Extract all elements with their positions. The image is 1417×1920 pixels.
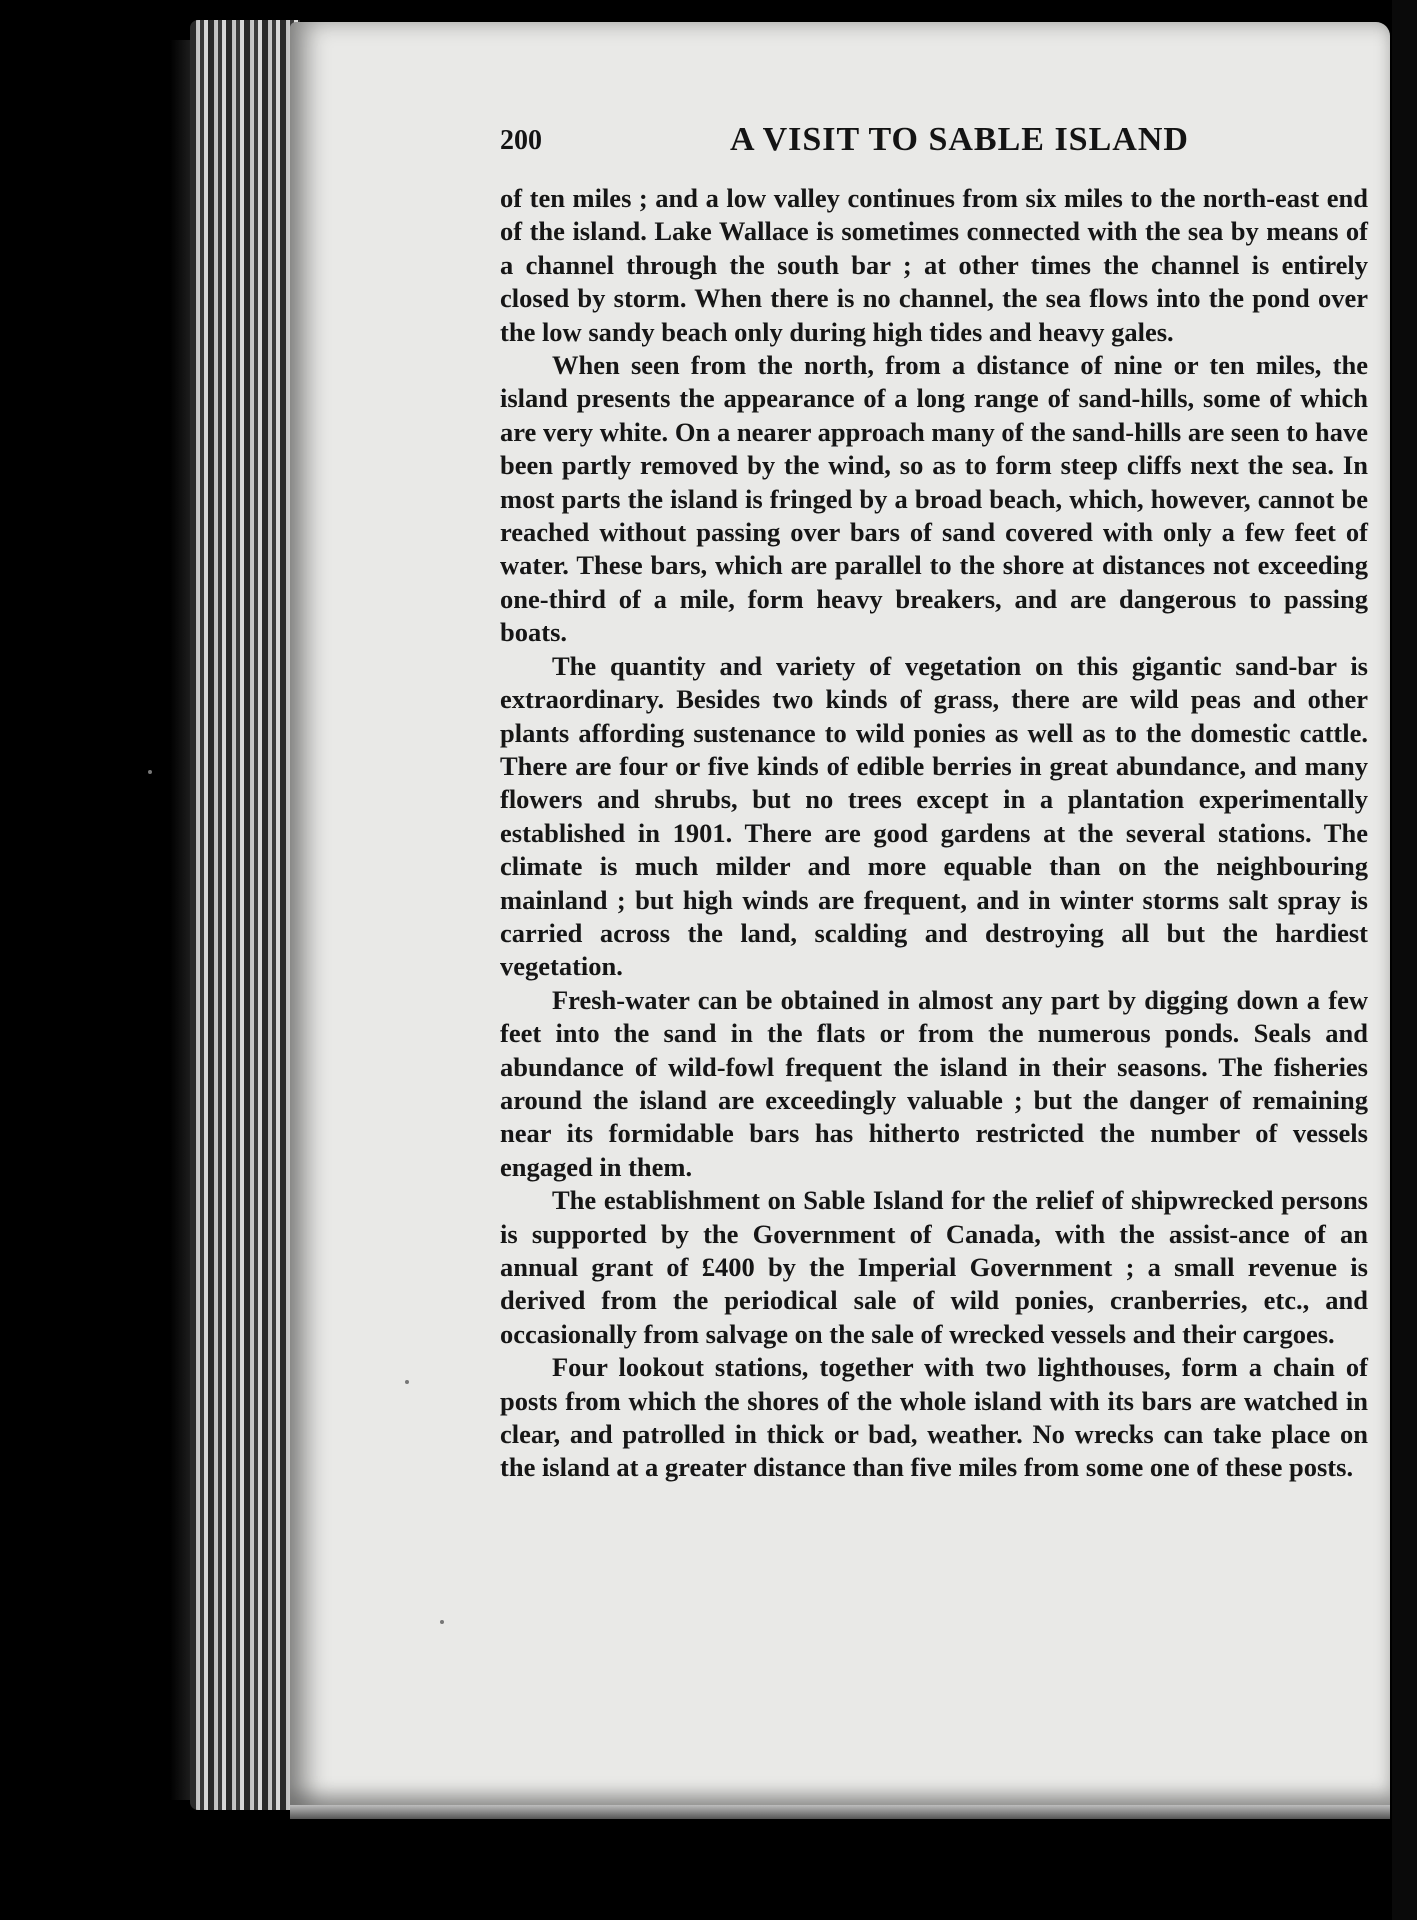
page-number: 200 <box>500 125 542 156</box>
scan-speck <box>405 1380 409 1384</box>
body-text <box>500 182 1368 1485</box>
paragraph: Four lookout stations, together with two lighthouses, form a chain of posts from which the shores of the whole island with its bars are watched in clear, and patrolled in thick or bad, weather. No wrecks can take place on the island at a greater distance than five miles from some one of these posts. <box>500 1352 1368 1483</box>
paragraph: The establishment on Sable Island for the relief of shipwrecked persons is supported by the Government of Canada, with the assist-ance of an annual grant of £400 by the Imperial Government ; a small revenue is derived from the periodical sale of wild ponies, cranberries, etc., and occasionally from salvage on the sale of wrecked vessels and their cargoes. <box>500 1185 1368 1349</box>
right-margin-dark <box>1392 0 1417 1920</box>
scan-speck <box>148 770 152 774</box>
paragraph: of ten miles ; and a low valley continues from six miles to the north-east end of the island. Lake Wallace is sometimes connected with the sea by means of a channel through the south bar ; at other times the channel is entirely closed by storm. When there is no channel, the sea flows into the pond over the low sandy beach only during high tides and heavy gales. <box>500 183 1368 347</box>
page-bottom-edge <box>290 1805 1390 1819</box>
scan-speck <box>440 1620 444 1624</box>
paragraph: Fresh-water can be obtained in almost any part by digging down a few feet into the sand in the flats or from the numerous ponds. Seals and abundance of wild-fowl frequent the island in their seasons. The fisheries around the island are exceedingly valuable ; but the danger of remaining near its formidable bars has hitherto restricted the number of vessels engaged in them. <box>500 984 1368 1182</box>
page-header <box>500 121 1189 165</box>
paragraph: The quantity and variety of vegetation on this gigantic sand-bar is extraordinary. Besides two kinds of grass, there are wild peas and other plants affording sustenance to wild ponies as well as to the domestic cattle. There are four or five kinds of edible berries in great abundance, and many flowers and shrubs, but no trees except in a plantation experimentally established in 1901. There are good gardens at the several stations. The climate is much milder and more equable than on the neighbouring mainland ; but high winds are frequent, and in winter storms salt spray is carried across the land, scalding and destroying all but the hardiest vegetation. <box>500 650 1368 982</box>
running-title: A VISIT TO SABLE ISLAND <box>730 121 1189 158</box>
paragraph: When seen from the north, from a distance of nine or ten miles, the island presents the appearance of a long range of sand-hills, some of which are very white. On a nearer approach many of the sand-hills are seen to have been partly removed by the wind, so as to form steep cliffs next the sea. In most parts the island is fringed by a broad beach, which, however, cannot be reached without passing over bars of sand covered with only a few feet of water. These bars, which are parallel to the shore at distances not exceeding one-third of a mile, form heavy breakers, and are dangerous to passing boats. <box>500 350 1368 648</box>
page-edges <box>190 20 300 1810</box>
